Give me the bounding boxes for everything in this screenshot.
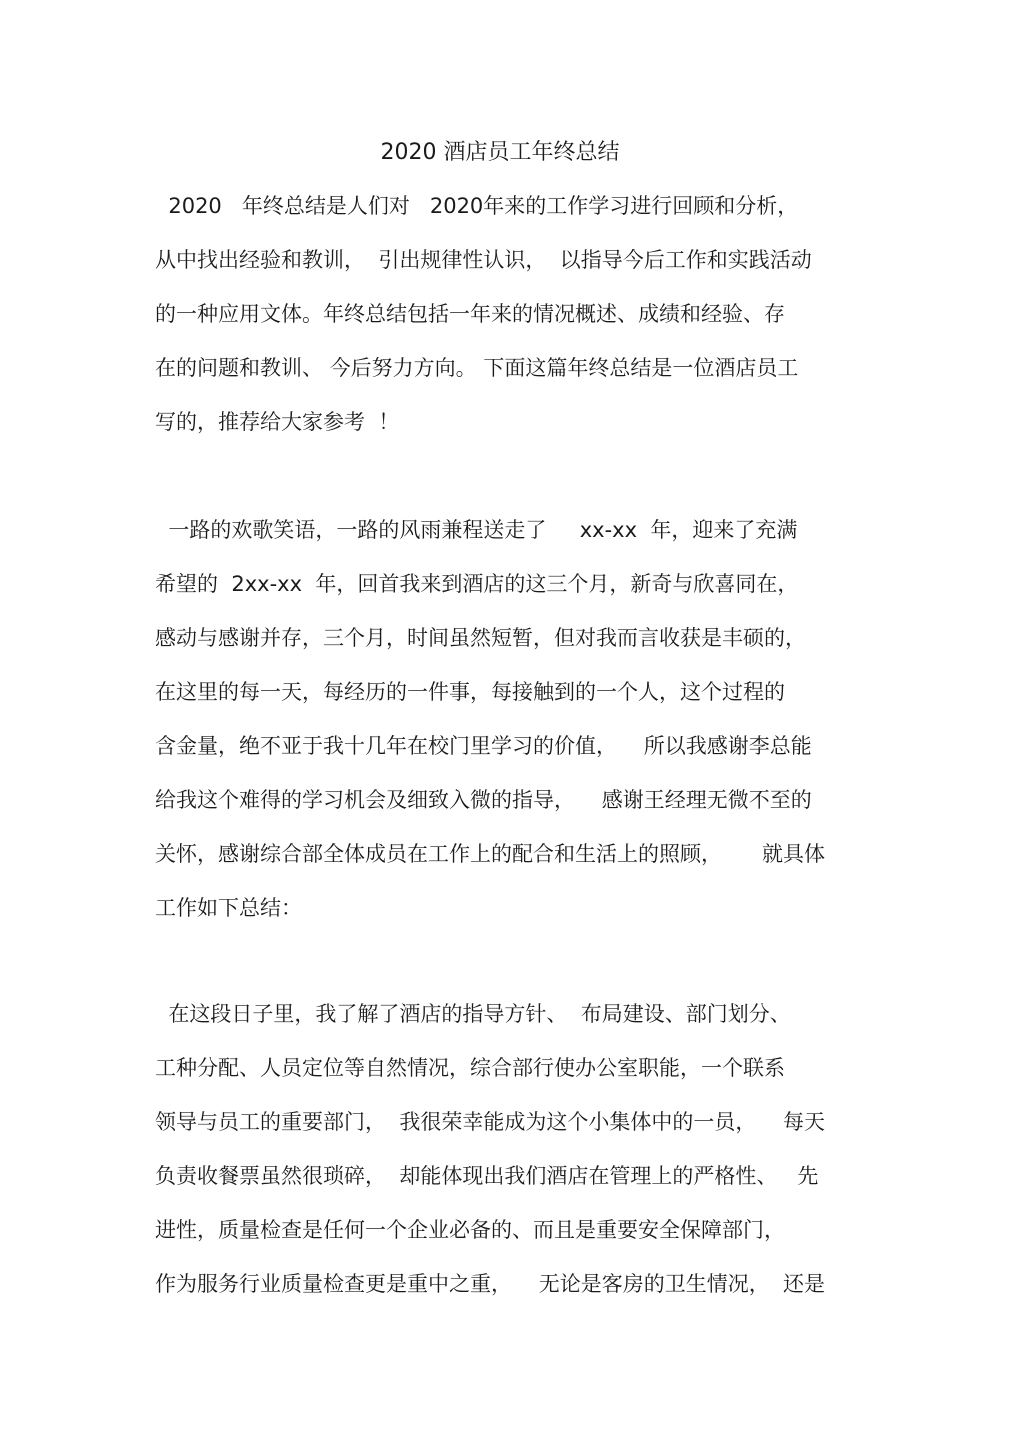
- paragraph-1-line-5: 写的，推荐给大家参考 ！: [155, 410, 400, 434]
- paragraph-2-line-8: 工作如下总结：: [155, 896, 302, 920]
- paragraph-1-line-2: 从中找出经验和教训， 引出规律性认识， 以指导今后工作和实践活动: [155, 248, 812, 272]
- paragraph-2-line-4: 在这里的每一天，每经历的一件事，每接触到的一个人，这个过程的: [155, 680, 785, 704]
- paragraph-3-line-6: 作为服务行业质量检查更是重中之重， 无论是客房的卫生情况， 还是: [155, 1272, 826, 1296]
- paragraph-2-line-5: 含金量，绝不亚于我十几年在校门里学习的价值， 所以我感谢李总能: [155, 734, 812, 758]
- paragraph-3-line-3: 领导与员工的重要部门， 我很荣幸能成为这个小集体中的一员， 每天: [155, 1110, 826, 1134]
- paragraph-3-line-4: 负责收餐票虽然很琐碎， 却能体现出我们酒店在管理上的严格性、 先: [155, 1164, 819, 1188]
- paragraph-2-line-1: 一路的欢歌笑语，一路的风雨兼程送走了 xx-xx 年，迎来了充满: [155, 518, 798, 542]
- paragraph-1-line-3: 的一种应用文体。年终总结包括一年来的情况概述、成绩和经验、存: [155, 302, 785, 326]
- paragraph-2-line-3: 感动与感谢并存，三个月，时间虽然短暂，但对我而言收获是丰硕的，: [155, 626, 806, 650]
- paragraph-3-line-1: 在这段日子里，我了解了酒店的指导方针、 布局建设、部门划分、: [155, 1002, 791, 1026]
- document-title: 2020 酒店员工年终总结: [380, 140, 620, 165]
- paragraph-3-line-5: 进性，质量检查是任何一个企业必备的、而且是重要安全保障部门，: [155, 1218, 785, 1242]
- paragraph-1-line-1: 2020 年终总结是人们对 2020年来的工作学习进行回顾和分析，: [155, 194, 799, 218]
- paragraph-2-line-6: 给我这个难得的学习机会及细致入微的指导， 感谢王经理无微不至的: [155, 788, 812, 812]
- paragraph-2-line-2: 希望的 2xx-xx 年，回首我来到酒店的这三个月，新奇与欣喜同在，: [155, 572, 799, 596]
- paragraph-3-line-2: 工种分配、人员定位等自然情况，综合部行使办公室职能，一个联系: [155, 1056, 785, 1080]
- paragraph-1-line-4: 在的问题和教训、 今后努力方向。 下面这篇年终总结是一位酒店员工: [155, 356, 799, 380]
- paragraph-2-line-7: 关怀，感谢综合部全体成员在工作上的配合和生活上的照顾， 就具体: [155, 842, 826, 866]
